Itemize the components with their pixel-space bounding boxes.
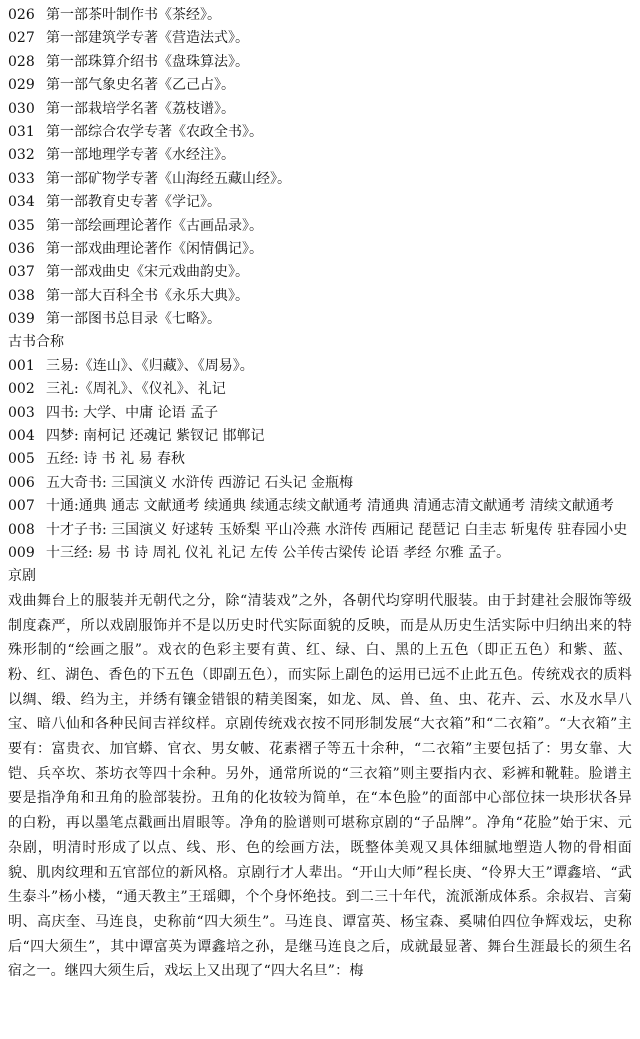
- item-text: 十三经: 易 书 诗 周礼 仪礼 礼记 左传 公羊传古梁传 论语 孝经 尔雅 孟子。: [46, 545, 511, 562]
- item-number: 035: [8, 217, 35, 234]
- item-number: 006: [8, 474, 35, 491]
- item-text: 第一部绘画理论著作《古画品录》。: [46, 217, 263, 234]
- list-item: [8, 4, 632, 27]
- item-number: 034: [8, 194, 35, 211]
- section-heading-ancient-books: 古书合称: [8, 334, 64, 351]
- list-item: [8, 542, 632, 565]
- list-item: [8, 519, 632, 542]
- document-page: [8, 4, 632, 984]
- opera-paragraph: 戏曲舞台上的服装并无朝代之分，除“清装戏”之外，各朝代均穿明代服装。由于封建社会服饰等级制度森严，所以戏剧服饰并不是以历史时代实际面貌的反映，而是从历史生活实际中归纳出来的特殊形制的“绘画之服”。戏衣的色彩主要有黄、红、绿、白、黑的上五色（即正五色）和紫、蓝、粉、红、湖色、香色的下五色（即副五色），而实际上副色的运用已远不止此五色。传统戏衣的质料以绸、缎、绉为主，并绣有镶金错银的精美图案，如龙、凤、兽、鱼、虫、花卉、云、水及水旱八宝、暗八仙和各种民间吉祥纹样。京剧传统戏衣按不同形制发展“大衣箱”和“二衣箱”。“大衣箱”主要有：富贵衣、加官蟒、官衣、男女帔、花素褶子等五十余种，“二衣箱”主要包括了：男女靠、大铠、兵卒坎、茶坊衣等四十余种。另外，通常所说的“三衣箱”则主要指内衣、彩裤和靴鞋。脸谱主要是指净角和丑角的脸部装扮。丑角的化妆较为简单，在“本色脸”的面部中心部位抹一块形状各异的白粉，再以墨笔点戳画出眉眼等。净角的脸谱则可堪称京剧的“子品牌”。净角“花脸”始于宋、元杂剧，明清时形成了以点、线、形、色的绘画方法，既整体美观又具体细腻地塑造人物的骨相面貌、肌肉纹理和五官部位的新风格。京剧行才人辈出。“开山大师”程长庚、“伶界大王”谭鑫培、“武生泰斗”杨小楼，“通天教主”王瑶卿，个个身怀绝技。到二三十年代，流派渐成体系。余叔岩、言菊明、高庆奎、马连良，史称前“四大须生”。马连良、谭富英、杨宝森、奚啸伯四位争辉戏坛，史称后“四大须生”，其中谭富英为谭鑫培之孙，是继马连良之后，成就最显著、舞台生涯最长的须生名宿之一。继四大须生后，戏坛上又出现了“四大名旦”：梅: [8, 592, 632, 980]
- item-number: 005: [8, 451, 35, 468]
- item-text: 第一部大百科全书《永乐大典》。: [46, 287, 249, 304]
- list-item: [8, 215, 632, 238]
- list-item: [8, 472, 632, 495]
- item-text: 第一部图书总目录《七略》。: [46, 311, 221, 328]
- list-item: [8, 191, 632, 214]
- item-text: 十才子书: 三国演义 好逑转 玉娇梨 平山冷燕 水浒传 西厢记 琵琶记 白圭志 斩鬼传 驻春园小史: [46, 521, 628, 538]
- item-number: 009: [8, 545, 35, 562]
- item-text: 三礼:《周礼》、《仪礼》、礼记: [46, 381, 226, 398]
- list-item: [8, 308, 632, 331]
- item-number: 007: [8, 498, 35, 515]
- list-item: [8, 51, 632, 74]
- list-item: [8, 74, 632, 97]
- item-text: 五经: 诗 书 礼 易 春秋: [46, 451, 185, 468]
- item-text: 五大奇书: 三国演义 水浒传 西游记 石头记 金瓶梅: [46, 474, 353, 491]
- item-text: 第一部地理学专著《水经注》。: [46, 147, 235, 164]
- item-text: 三易:《连山》、《归藏》、《周易》。: [46, 357, 254, 374]
- item-number: 027: [8, 30, 35, 47]
- list-item: [8, 144, 632, 167]
- item-number: 036: [8, 240, 35, 257]
- list-item: [8, 425, 632, 448]
- item-text: 第一部气象史名著《乙己占》。: [46, 77, 235, 94]
- section-heading-peking-opera: 京剧: [8, 568, 36, 585]
- item-number: 003: [8, 404, 35, 421]
- list-item: [8, 261, 632, 284]
- item-number: 029: [8, 77, 35, 94]
- item-text: 四梦: 南柯记 还魂记 紫钗记 邯郸记: [46, 428, 265, 445]
- item-text: 四书: 大学、中庸 论语 孟子: [46, 404, 219, 421]
- ancient-books-list: [8, 355, 632, 566]
- item-text: 第一部戏曲理论著作《闲情偶记》。: [46, 240, 263, 257]
- list-item: [8, 378, 632, 401]
- firsts-list: [8, 4, 632, 331]
- item-number: 001: [8, 357, 35, 374]
- list-item: [8, 168, 632, 191]
- list-item: [8, 238, 632, 261]
- item-number: 030: [8, 100, 35, 117]
- item-text: 第一部综合农学专著《农政全书》。: [46, 123, 263, 140]
- list-item: [8, 98, 632, 121]
- item-text: 第一部栽培学名著《荔枝谱》。: [46, 100, 235, 117]
- list-item: [8, 495, 632, 518]
- item-text: 第一部矿物学专著《山海经五藏山经》。: [46, 170, 291, 187]
- item-text: 十通:通典 通志 文献通考 续通典 续通志续文献通考 清通典 清通志清文献通考 清续文献通考: [46, 498, 614, 515]
- item-number: 028: [8, 53, 35, 70]
- list-item: [8, 355, 632, 378]
- item-text: 第一部茶叶制作书《茶经》。: [46, 7, 221, 23]
- item-number: 037: [8, 264, 35, 281]
- item-number: 033: [8, 170, 35, 187]
- item-number: 004: [8, 428, 35, 445]
- list-item: [8, 402, 632, 425]
- item-number: 026: [8, 7, 35, 23]
- list-item: [8, 27, 632, 50]
- item-number: 008: [8, 521, 35, 538]
- list-item: [8, 121, 632, 144]
- item-number: 002: [8, 381, 35, 398]
- item-text: 第一部戏曲史《宋元戏曲韵史》。: [46, 264, 249, 281]
- item-number: 032: [8, 147, 35, 164]
- item-number: 039: [8, 311, 35, 328]
- item-text: 第一部珠算介绍书《盘珠算法》。: [46, 53, 249, 70]
- list-item: [8, 448, 632, 471]
- item-number: 031: [8, 123, 35, 140]
- item-number: 038: [8, 287, 35, 304]
- item-text: 第一部教育史专著《学记》。: [46, 194, 221, 211]
- item-text: 第一部建筑学专著《营造法式》。: [46, 30, 249, 47]
- list-item: [8, 285, 632, 308]
